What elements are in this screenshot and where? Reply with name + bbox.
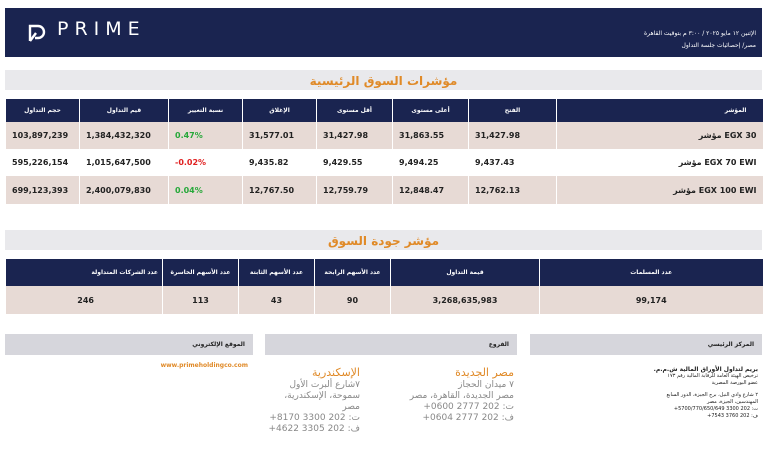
volume-cell: 699,123,393 xyxy=(6,176,80,204)
index-name-cell: مؤشر EGX 70 EWI xyxy=(557,149,763,176)
col-deals: عدد المسلمات xyxy=(540,259,763,286)
hq-label: المركز الرئيسي xyxy=(707,341,754,348)
indices-table xyxy=(5,99,763,204)
volume-cell: 103,897,239 xyxy=(6,122,80,149)
open-cell: 31,427.98 xyxy=(469,122,557,149)
high-cell: 31,863.55 xyxy=(393,122,469,149)
website-label-bar xyxy=(5,334,253,355)
quality-table xyxy=(5,259,763,314)
table-row xyxy=(6,149,763,176)
col-close: الإغلاق xyxy=(243,99,317,122)
branches-label-bar xyxy=(265,334,517,355)
low-cell: 9,429.55 xyxy=(317,149,393,176)
deals-cell: 99,174 xyxy=(540,286,763,314)
branch-title: مصر الجديدة xyxy=(455,366,514,379)
gainers-cell: 90 xyxy=(315,286,391,314)
losers-cell: 113 xyxy=(163,286,239,314)
address-line: ٧شارع ألبرت الأول xyxy=(289,380,360,390)
volume-cell: 595,226,154 xyxy=(6,149,80,176)
trade-value-cell: 3,268,635,983 xyxy=(391,286,540,314)
hq-label-bar xyxy=(530,334,762,355)
index-name-cell: مؤشر EGX 30 xyxy=(557,122,763,149)
col-high: أعلى مستوى xyxy=(393,99,469,122)
col-losers: عدد الأسهم الخاسرة xyxy=(163,259,239,286)
close-cell: 31,577.01 xyxy=(243,122,317,149)
table-row xyxy=(6,122,763,149)
branch-title: الإسكندرية xyxy=(312,366,360,379)
hq-fax: ف: 202 3760 7543+ xyxy=(707,413,758,419)
breadcrumb: مصر/ إحصائيات جلسة التداول xyxy=(681,42,756,49)
col-trade-value: قيمة التداول xyxy=(391,259,540,286)
change-cell: 0.04% xyxy=(169,176,243,204)
hq-phone: ت: 202 3300 5700/770/650/649+ xyxy=(673,406,758,412)
close-cell: 12,767.50 xyxy=(243,176,317,204)
quality-title: مؤشر جودة السوق xyxy=(327,234,440,248)
address-line: ٧ ميدان الحجاز xyxy=(458,380,514,390)
indices-section-header xyxy=(5,70,762,90)
col-gainers: عدد الأسهم الرابحة xyxy=(315,259,391,286)
index-name-cell: مؤشر EGX 100 EWI xyxy=(557,176,763,204)
address-line: مصر الجديدة، القاهرة، مصر xyxy=(409,391,514,401)
hq-name: بريم لتداول الأوراق المالية ش.م.م. xyxy=(653,366,758,373)
high-cell: 12,848.47 xyxy=(393,176,469,204)
change-cell: 0.47% xyxy=(169,122,243,149)
quality-header-row xyxy=(6,259,763,286)
indices-header-row xyxy=(6,99,763,122)
phone-line: ت: 202 2777 0600+ xyxy=(423,402,514,412)
hq-address xyxy=(630,366,758,420)
companies-traded-cell: 246 xyxy=(6,286,163,314)
col-change: نسبة التغيير xyxy=(169,99,243,122)
unchanged-cell: 43 xyxy=(239,286,315,314)
col-open: الفتح xyxy=(469,99,557,122)
close-cell: 9,435.82 xyxy=(243,149,317,176)
fax-line: ف: 202 2777 0604+ xyxy=(422,413,514,423)
hq-line: ٢ شارع وادي النيل، برج الجيزة، الدور السابع xyxy=(666,392,758,398)
value-cell: 1,384,432,320 xyxy=(80,122,169,149)
col-volume: حجم التداول xyxy=(6,99,80,122)
col-companies-traded: عدد الشركات المتداولة xyxy=(6,259,163,286)
value-cell: 2,400,079,830 xyxy=(80,176,169,204)
table-row xyxy=(6,176,763,204)
col-index: المؤشر xyxy=(557,99,763,122)
brand-name: PRIME xyxy=(57,18,146,40)
branch-heliopolis xyxy=(390,366,514,424)
col-value: قيم التداول xyxy=(80,99,169,122)
branch-alexandria xyxy=(268,366,360,435)
value-cell: 1,015,647,500 xyxy=(80,149,169,176)
open-cell: 9,437.43 xyxy=(469,149,557,176)
website-link[interactable]: www.primeholdingco.com xyxy=(160,362,248,369)
report-header xyxy=(5,8,762,57)
table-row xyxy=(6,286,763,314)
change-cell: -0.02% xyxy=(169,149,243,176)
high-cell: 9,494.25 xyxy=(393,149,469,176)
address-line: سموحة، الإسكندرية، مصر xyxy=(284,391,360,412)
fax-line: ف: 202 3305 4622+ xyxy=(268,424,360,434)
hq-line: ترخيص الهيئة العامة للرقابة المالية رقم ١٧٣ xyxy=(667,373,758,379)
indices-title: مؤشرات السوق الرئيسية xyxy=(309,74,458,88)
open-cell: 12,762.13 xyxy=(469,176,557,204)
col-unchanged: عدد الأسهم الثابتة xyxy=(239,259,315,286)
col-low: أقل مستوى xyxy=(317,99,393,122)
hq-line: عضو البورصة المصرية xyxy=(711,380,758,386)
branches-label: الفروع xyxy=(488,341,509,348)
hq-line: المهندسين، الجيزة، مصر xyxy=(707,399,758,405)
website-label: الموقع الإلكتروني xyxy=(192,341,245,348)
quality-section-header xyxy=(5,230,762,250)
prime-logo-icon xyxy=(27,23,47,43)
low-cell: 12,759.79 xyxy=(317,176,393,204)
report-datetime: الإثنين ١٢ مايو ٢٠٢٥ / ٣:٠٠ م بتوقيت القاهرة xyxy=(644,30,756,37)
phone-line: ت: 202 3300 8170+ xyxy=(269,413,360,423)
low-cell: 31,427.98 xyxy=(317,122,393,149)
